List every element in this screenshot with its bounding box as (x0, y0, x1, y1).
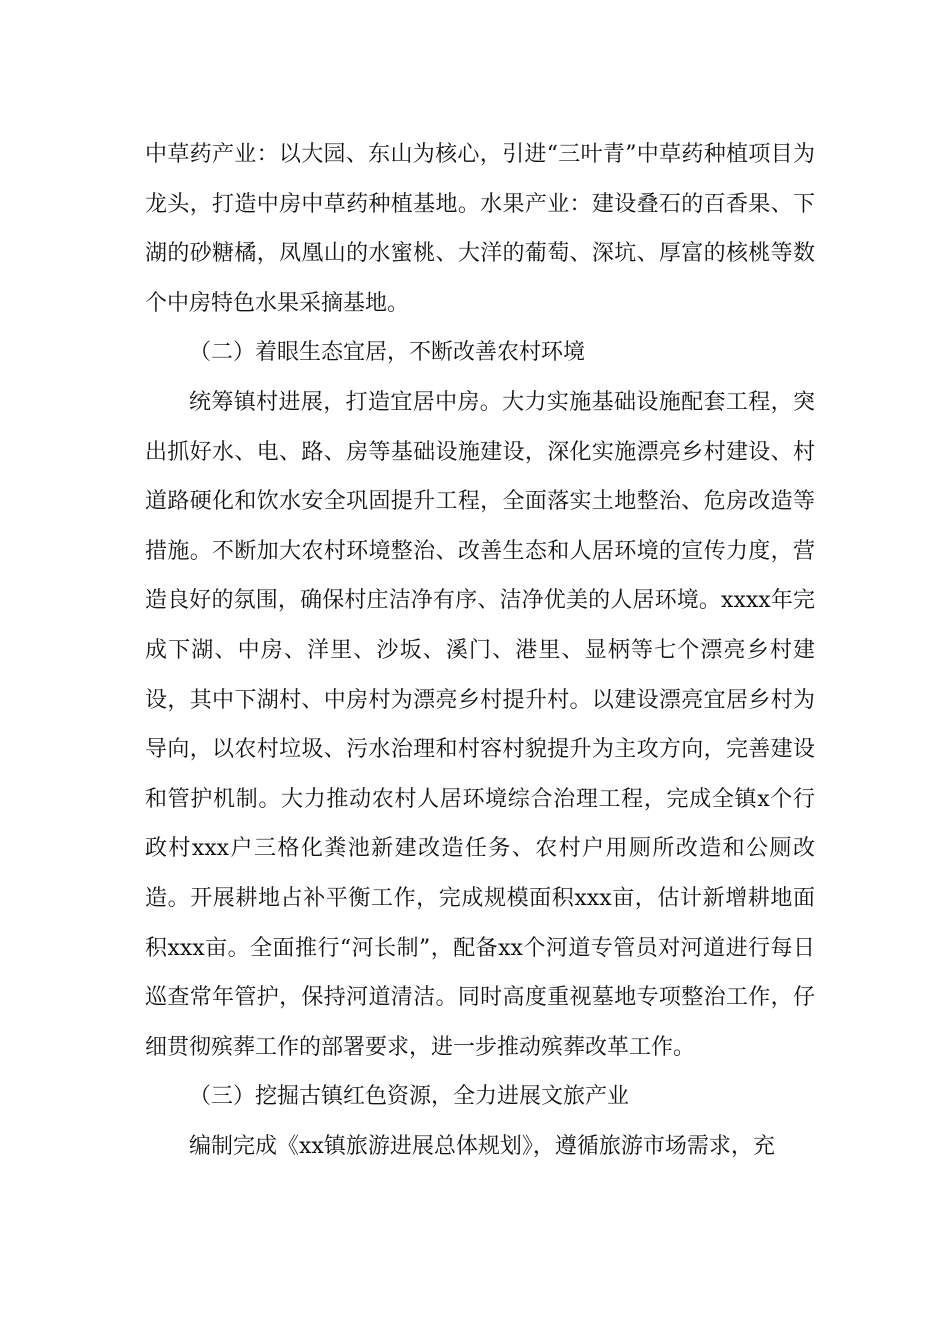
document-body (145, 130, 815, 1171)
section-heading-cultural-tourism: （三）挖掘古镇红色资源，全力进展文旅产业 (189, 1084, 630, 1110)
paragraph-herbal-fruit-industry: 中草药产业：以大园、东山为核心，引进“三叶青”中草药种植项目为龙头，打造中房中草药种植基地。水果产业：建设叠石的百香果、下湖的砂糖橘，凤凰山的水蜜桃、大洋的葡萄、深坑、厚富的核桃等数个中房特色水果采摘基地。 (145, 142, 815, 316)
section-heading-ecological-living: （二）着眼生态宜居，不断改善农村环境 (189, 340, 586, 366)
paragraph-rural-environment: 统筹镇村进展，打造宜居中房。大力实施基础设施配套工程，突出抓好水、电、路、房等基础设施建设，深化实施漂亮乡村建设、村道路硬化和饮水安全巩固提升工程，全面落实土地整治、危房改造等措施。不断加大农村环境整治、改善生态和人居环境的宣传力度，营造良好的氛围，确保村庄洁净有序、洁净优美的人居环境。xxxx年完成下湖、中房、洋里、沙坂、溪门、港里、显柄等七个漂亮乡村建设，其中下湖村、中房村为漂亮乡村提升村。以建设漂亮宜居乡村为导向，以农村垃圾、污水治理和村容村貌提升为主攻方向，完善建设和管护机制。大力推动农村人居环境综合治理工程，完成全镇x个行政村xxx户三格化粪池新建改造任务、农村户用厕所改造和公厕改造。开展耕地占补平衡工作，完成规模面积xxx亩，估计新增耕地面积xxx亩。全面推行“河长制”，配备xx个河道专管员对河道进行每日巡查常年管护，保持河道清洁。同时高度重视墓地专项整治工作，仔细贯彻殡葬工作的部署要求，进一步推动殡葬改革工作。 (145, 389, 815, 1060)
paragraph-tourism-plan: 编制完成《xx镇旅游进展总体规划》，遵循旅游市场需求，充 (189, 1133, 775, 1159)
